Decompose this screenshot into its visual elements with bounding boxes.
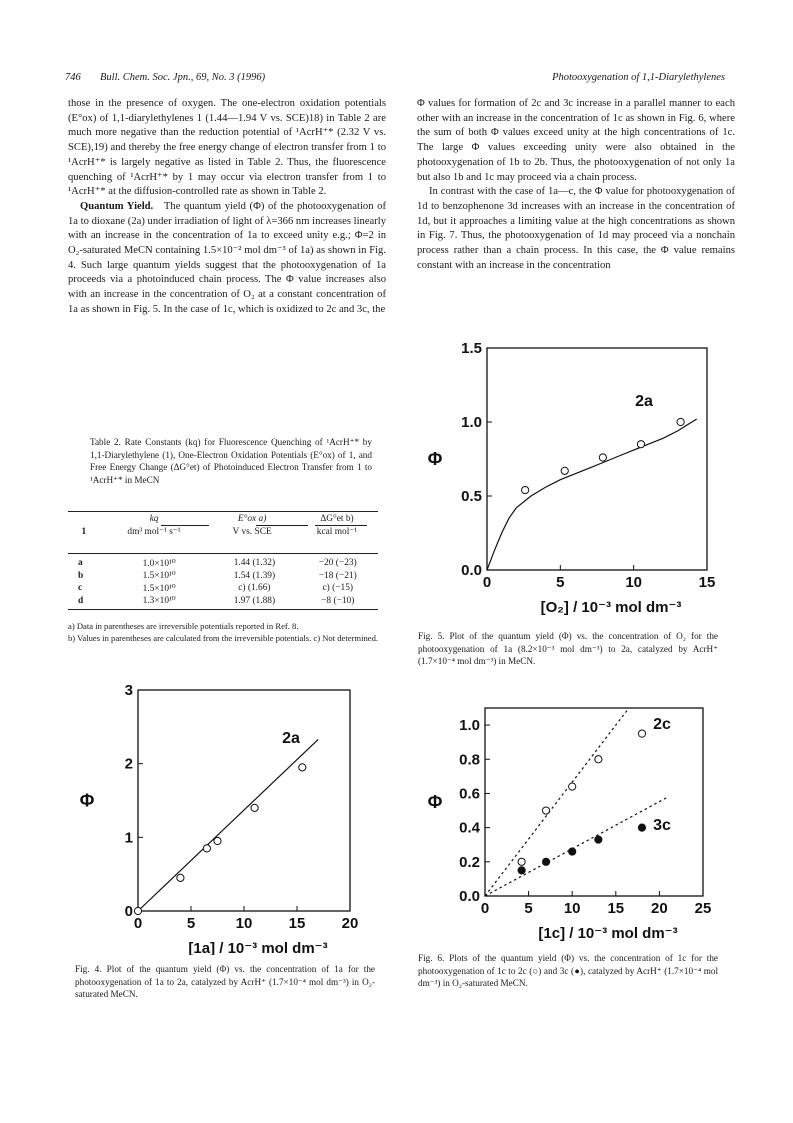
table-row (68, 595, 378, 608)
plot-frame (487, 348, 707, 570)
table-cell: −8 (−10) (321, 595, 355, 606)
y-tick-label: 0.2 (459, 853, 480, 871)
table-cell: 1.97 (1.88) (233, 595, 276, 606)
data-point (522, 486, 529, 493)
unit-dg: kcal mol⁻¹ (316, 527, 358, 538)
table2-caption: Table 2. Rate Constants (kq) for Fluorescence Quenching of ¹AcrH⁺* by 1,1-Diarylethylene (1), One-Electron Oxidation Potentials (E°ox) of 1, and Free Energy Change (ΔG°et) of Photoinduced Electron Transfer from 1 to ¹AcrH⁺* in MeCN (90, 437, 372, 485)
data-point (677, 418, 684, 425)
y-axis-label: Φ (79, 790, 95, 811)
header-kq: kq (149, 514, 159, 525)
data-point (561, 467, 568, 474)
series-fit-line (485, 708, 629, 896)
x-tick-label: 15 (607, 900, 625, 917)
table-cell: 1.0×10¹⁰ (142, 558, 176, 569)
header-eox: E°ox a) (237, 514, 267, 525)
unit-eox: V vs. SCE (232, 526, 272, 537)
x-tick-label: 20 (341, 915, 359, 932)
y-tick-label: 3 (124, 682, 133, 699)
y-axis-label: Φ (427, 792, 443, 812)
y-tick-label: 0.0 (459, 888, 480, 905)
data-point (518, 858, 525, 865)
table-cell: c) (−15) (322, 583, 354, 594)
table-row (68, 582, 378, 595)
table-cell: −20 (−23) (318, 558, 357, 569)
fig5-caption: Fig. 5. Plot of the quantum yield (Φ) vs. the concentration of O₂ for the photooxygenation of 1a (8.2×10⁻³ mol dm⁻³) to 2a, catalyzed by AcrH⁺ (1.7×10⁻⁴ mol dm⁻³) in MeCN. (418, 631, 718, 666)
table-rule-bottom (68, 609, 378, 610)
left-column (68, 97, 386, 318)
y-tick-label: 1.0 (461, 414, 482, 431)
y-tick-label: 0 (124, 903, 133, 920)
table-cell: 1.5×10¹⁰ (142, 583, 176, 594)
plot-frame (138, 690, 350, 911)
data-point (542, 858, 549, 865)
x-tick-label: 25 (694, 900, 712, 917)
header-dg: ΔG°et b) (320, 514, 354, 525)
fig5-chart (420, 336, 740, 626)
table-rule-mid (68, 553, 378, 554)
x-tick-label: 10 (235, 915, 253, 932)
section-heading-quantum-yield: Quantum Yield. (80, 200, 154, 212)
y-axis-label: Φ (427, 449, 443, 469)
footnote-a: a) Data in parentheses are irreversible potentials reported in Ref. 8. (68, 621, 299, 631)
plot-frame (485, 708, 703, 896)
data-point (595, 836, 602, 843)
data-point (569, 848, 576, 855)
right-column (417, 97, 735, 273)
fit-line (487, 419, 697, 570)
running-title: Photooxygenation of 1,1-Diarylethylenes (552, 72, 725, 83)
x-tick-label: 0 (133, 915, 143, 932)
left-paragraph-2 (68, 200, 386, 318)
y-tick-label: 1.0 (459, 717, 480, 735)
x-axis-label: [1c] / 10⁻³ mol dm⁻³ (538, 925, 678, 942)
table-cell: d (78, 595, 84, 606)
table2-footnotes (68, 621, 386, 644)
table-cell: 1.44 (1.32) (233, 558, 276, 569)
x-axis-label: [O₂] / 10⁻³ mol dm⁻³ (540, 599, 682, 616)
data-point (542, 807, 549, 814)
y-tick-label: 1 (124, 829, 133, 847)
data-point (599, 454, 606, 461)
data-point (251, 804, 258, 811)
y-tick-label: 0.6 (459, 785, 480, 803)
header-compound: 1 (81, 526, 87, 537)
right-paragraph-2: In contrast with the case of 1a—c, the Φ value for photooxygenation of 1d to benzophenone 3d increases with an increase in the concentration of 1d, but it approaches a limiting value at the high concentrations as shown in Fig. 7. Thus, the photooxygenation of 1d may proceed via a nonchain process rather than a chain process. In this case, the Φ value remains constant with an increase in the concentration (417, 186, 735, 271)
y-tick-label: 1.5 (461, 340, 482, 357)
table-cell: c (78, 583, 83, 594)
table2 (68, 505, 386, 615)
series-label: 2c (653, 716, 671, 733)
table-cell: 1.5×10¹⁰ (142, 571, 176, 582)
x-tick-label: 10 (563, 900, 581, 917)
journal-citation: Bull. Chem. Soc. Jpn., 69, No. 3 (1996) (100, 72, 266, 83)
fit-line (138, 739, 318, 911)
x-tick-label: 15 (288, 915, 306, 932)
data-point (518, 867, 525, 874)
x-axis-label: [1a] / 10⁻³ mol dm⁻³ (188, 940, 328, 955)
table-rule-top (68, 511, 378, 512)
fig4-caption: Fig. 4. Plot of the quantum yield (Φ) vs. the concentration of 1a for the photooxygenation of 1a to 2a, catalyzed by AcrH⁺ (1.7×10⁻⁴ mol dm⁻³) in O₂-saturated MeCN. (75, 964, 375, 999)
data-point (595, 756, 602, 763)
footnote-b: b) Values in parentheses are calculated from the irreversible potentials. c) Not determined. (68, 632, 379, 643)
y-tick-label: 0.5 (461, 488, 482, 505)
data-point (299, 764, 306, 771)
data-point (203, 845, 210, 852)
data-point (638, 824, 645, 831)
data-point (214, 837, 221, 844)
data-point (638, 730, 645, 737)
table-row (68, 557, 378, 570)
fig6-caption: Fig. 6. Plots of the quantum yield (Φ) vs. the concentration of 1c for the photooxygenation of 1c to 2c (○) and 3c (●), catalyzed by AcrH⁺ (1.7×10⁻⁴ mol dm⁻³) in O₂-saturated MeCN. (418, 953, 718, 988)
table-cell: b (78, 570, 84, 581)
y-tick-label: 0.4 (459, 819, 480, 837)
x-tick-label: 5 (556, 574, 565, 591)
x-tick-label: 20 (651, 900, 668, 917)
x-tick-label: 0 (480, 900, 490, 917)
table-cell: a (78, 558, 83, 569)
left-paragraph-1: those in the presence of oxygen. The one-electron oxidation potentials (E°ox) of 1,1-diarylethylenes 1 (1.44—1.94 V vs. SCE)18) in Table 2 are much more negative than the reduction potential of ¹AcrH⁺* (2.32 V vs. SCE),19) and thereby the free energy change of electron transfer from 1 to ¹AcrH⁺* is largely negative as listed in Table 2. Thus, the fluorescence quenching of ¹AcrH⁺* by 1 may occur via electron transfer from 1 to ¹AcrH⁺* at the diffusion-controlled rate as shown in Table 2. (68, 98, 386, 198)
table-header-row (68, 513, 378, 526)
y-tick-label: 0.0 (461, 562, 482, 579)
data-point (569, 783, 576, 790)
data-point (134, 907, 141, 914)
data-point (637, 441, 644, 448)
x-tick-label: 5 (186, 915, 196, 932)
fig4-chart (65, 680, 395, 955)
table-cell: 1.3×10¹⁰ (142, 596, 176, 607)
table-row (68, 570, 378, 583)
series-label: 3c (653, 817, 671, 834)
x-tick-label: 0 (482, 574, 492, 591)
series-label: 2a (282, 730, 300, 747)
x-tick-label: 5 (524, 900, 533, 917)
y-tick-label: 0.8 (459, 751, 480, 769)
x-tick-label: 10 (625, 574, 643, 591)
table-cell: c) (1.66) (238, 583, 271, 594)
data-point (177, 874, 184, 881)
y-tick-label: 2 (124, 755, 133, 773)
left-paragraph-2-body: The quantum yield (Φ) of the photooxygenation of 1a to dioxane (2a) under irradiation of light of λ=366 nm increases linearly with an increase in the concentration of 1a to exceed unity e.g.; Φ=2 in O₂-saturated MeCN containing 1.5×10⁻² mol dm⁻³ of 1a) as shown in Fig. 4. Such large quantum yields suggest that the photooxygenation of 1a proceeds via a photoinduced chain process. The Φ value increases also with an increase in the concentration of O₂ at a constant concentration of 1a as shown in Fig. 5. In the case of 1c, which is oxidized to 2c and 3c, the (68, 200, 386, 315)
x-tick-label: 15 (698, 574, 716, 591)
series-fit-line (485, 797, 668, 896)
right-paragraph-1: Φ values for formation of 2c and 3c increase in a parallel manner to each other with an increase in the concentration of 1c as shown in Fig. 6, where the sum of both Φ values exceed unity at the high concentrations of 1c. The large Φ values exceeding unity were also obtained in the photooxygenation of 1b to 2b. Thus, the photooxygenation of not only 1a but also 1b and 1c may proceed via a chain process. (417, 98, 735, 183)
table-units-row (68, 526, 378, 539)
page-number: 746 (65, 72, 81, 83)
series-label: 2a (635, 393, 653, 410)
unit-kq: dm³ mol⁻¹ s⁻¹ (127, 527, 181, 538)
fig6-chart (420, 698, 740, 950)
table-cell: 1.54 (1.39) (233, 570, 276, 581)
table-cell: −18 (−21) (318, 570, 357, 581)
